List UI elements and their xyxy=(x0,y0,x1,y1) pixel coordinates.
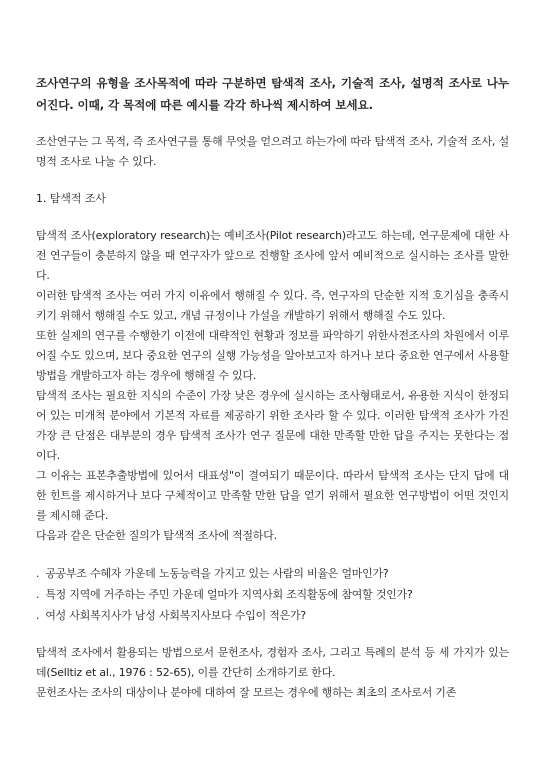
body-paragraph: 문헌조사는 조사의 대상이나 분야에 대하여 잘 모르는 경우에 행하는 최초의 조사로서 기존 xyxy=(36,686,457,699)
body-paragraph: 이러한 탐색적 조사는 여러 가지 이유에서 행해질 수 있다. 즉, 연구자의 단순한 지적 호기심을 충족시키기 위해서 행해질 수도 있고, 개념 규정이나 가설을 개발하기 위해서 행해질 수도 있다. xyxy=(36,289,509,322)
list-item-text: 특정 지역에 거주하는 주민 가운데 얼마가 지역사회 조직활동에 참여할 것인가? xyxy=(45,588,413,601)
spacer xyxy=(36,172,509,189)
body-paragraph: 그 이유는 표본추출방법에 있어서 대표성"이 결여되기 때문이다. 따라서 탐색적 조사는 단지 답에 대한 힌트를 제시하거나 보다 구체적이고 만족할 만한 답을 얻기 위해서 필요한 연구방법이 어떤 것인지를 제시해 준다. xyxy=(36,469,509,522)
bullet-marker: . xyxy=(36,567,40,580)
bullet-marker: . xyxy=(36,609,40,622)
spacer xyxy=(36,546,509,563)
body-paragraph: 또한 실제의 연구를 수행한기 이전에 대략적인 현황과 정보를 파악하기 위한사전조사의 차원에서 이루어질 수도 있으며, 보다 중요한 연구의 실행 가능성을 알아보고자 하거나 보다 중요한 연구에서 사용할 방법을 개발하고자 하는 경우에 행해질 수 있다. xyxy=(36,329,509,382)
question-list xyxy=(36,563,509,626)
body-paragraph: 탐색적 조사는 필요한 지식의 수준이 가장 낮은 경우에 실시하는 조사형태로서, 유용한 지식이 한정되어 있는 미개척 분야에서 기본적 자료를 제공하기 위한 조사라 할 수 있다. 이러한 탐색적 조사가 가진 가장 큰 단점은 대부분의 경우 탐색적 조사가 연구 질문에 대한 만족할 만한 답을 주지는 못한다는 점이다. xyxy=(36,389,509,462)
body-paragraph: 탐색적 조사(exploratory research)는 예비조사(Pilot research)라고도 하는데, 연구문제에 대한 사전 연구들이 충분하지 않을 때 연구자가 앞으로 진행할 조사에 앞서 예비적으로 실시하는 조사를 말한다. xyxy=(36,229,509,282)
list-item xyxy=(36,584,509,605)
list-item xyxy=(36,563,509,584)
spacer xyxy=(36,626,509,643)
bullet-marker: . xyxy=(36,588,40,601)
body-paragraph: 탐색적 조사에서 활용되는 방법으로서 문헌조사, 경험자 조사, 그리고 특례의 분석 등 세 가지가 있는데(Selltiz et al., 1976 : 52-65), 이를 간단히 소개하기로 한다. xyxy=(36,646,509,679)
question-heading: 조사연구의 유형을 조사목적에 따라 구분하면 탐색적 조사, 기술적 조사, 설명적 조사로 나누어진다. 이때, 각 목적에 따른 예시를 각각 하나씩 제시하여 보세요. xyxy=(36,76,509,112)
list-item xyxy=(36,605,509,626)
list-item-text: 공공부조 수혜자 가운데 노동능력을 가지고 있는 사람의 비율은 얼마인가? xyxy=(45,567,389,580)
spacer xyxy=(36,209,509,226)
section-title: 1. 탐색적 조사 xyxy=(36,192,106,205)
list-item-text: 여성 사회복지사가 남성 사회복지사보다 수입이 적은가? xyxy=(45,609,307,622)
document-page xyxy=(36,72,509,703)
intro-paragraph: 조산연구는 그 목적, 즉 조사연구를 통해 무엇을 얻으려고 하는가에 따라 탐색적 조사, 기술적 조사, 설명적 조사로 나눌 수 있다. xyxy=(36,135,509,168)
body-paragraph: 다음과 같은 단순한 질의가 탐색적 조사에 적절하다. xyxy=(36,529,277,542)
